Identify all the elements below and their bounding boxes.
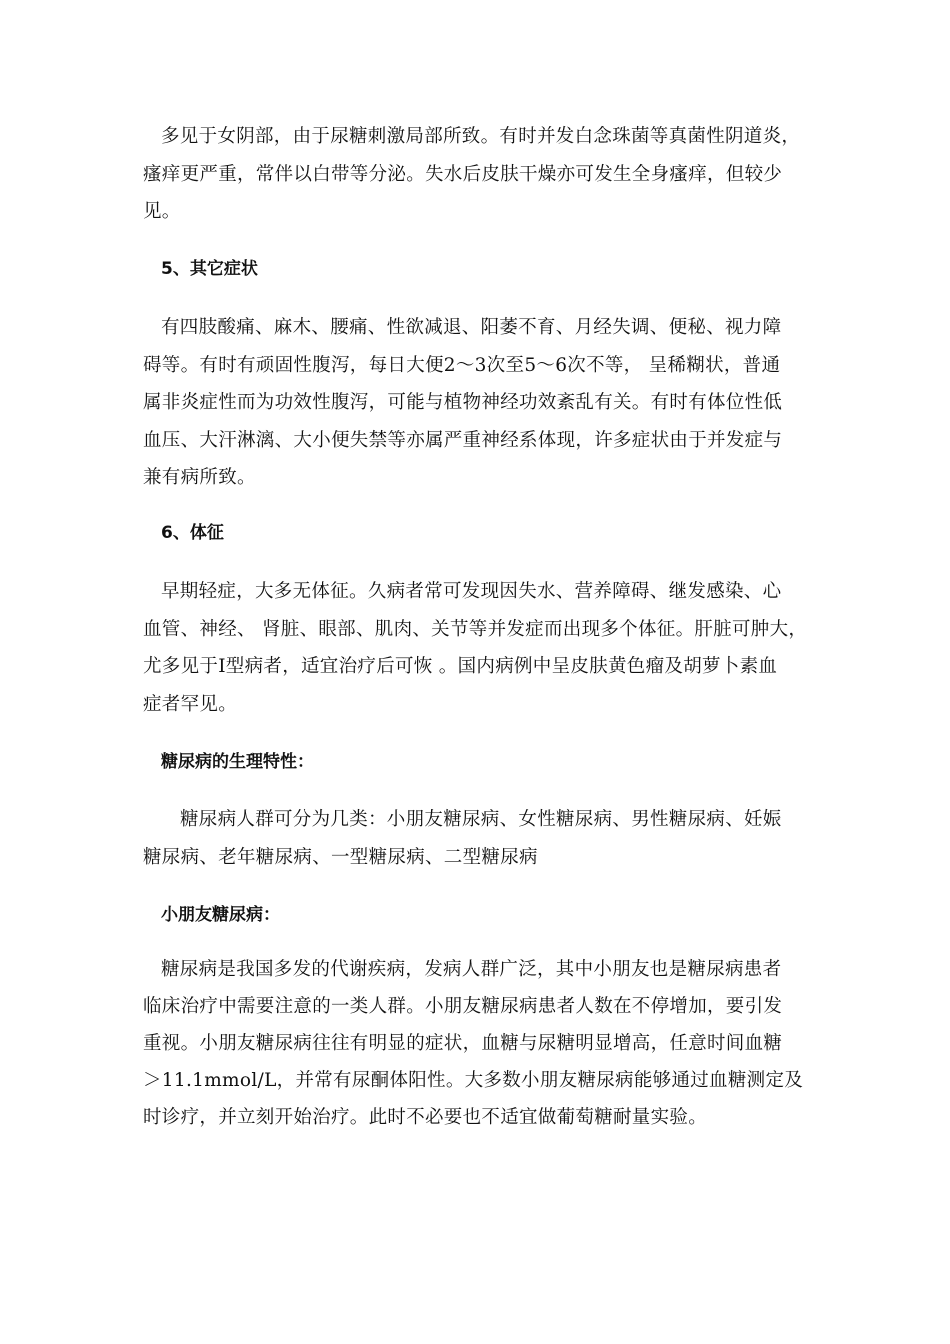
text-line: 早期轻症，大多无体征。久病者常可发现因失水、营养障碍、继发感染、心: [161, 581, 782, 602]
paragraph-pruritus: [143, 118, 815, 231]
text-line: 属非炎症性而为功效性腹泻，可能与植物神经功效紊乱有关。有时有体位性低: [143, 392, 783, 413]
section-heading-signs: 6、体征: [161, 523, 224, 543]
text-line: ＞11.1mmol/L，并常有尿酮体阳性。大多数小朋友糖尿病能够通过血糖测定及: [143, 1070, 804, 1091]
text-line: 症者罕见。: [143, 693, 238, 715]
text-line: 有四肢酸痛、麻木、腰痛、性欲减退、阳萎不育、月经失调、便秘、视力障: [161, 317, 782, 338]
text-line: 糖尿病人群可分为几类：小朋友糖尿病、女性糖尿病、男性糖尿病、妊娠: [180, 809, 782, 830]
text-line: 重视。小朋友糖尿病往往有明显的症状，血糖与尿糖明显增高，任意时间血糖: [143, 1033, 783, 1054]
paragraph-population-types: [143, 801, 815, 876]
text-line: 兼有病所致。: [143, 467, 256, 488]
text-line: 血管、神经、 肾脏、眼部、肌肉、关节等并发症而出现多个体征。肝脏可肿大，: [143, 618, 808, 640]
section-heading-physiology: 糖尿病的生理特性：: [161, 752, 314, 772]
text-line: 糖尿病是我国多发的代谢疾病，发病人群广泛，其中小朋友也是糖尿病患者: [161, 959, 782, 980]
text-line: 临床治疗中需要注意的一类人群。小朋友糖尿病患者人数在不停增加，要引发: [143, 996, 783, 1017]
text-line: 见。: [143, 201, 181, 222]
text-line: 瘙痒更严重，常伴以白带等分泌。失水后皮肤干燥亦可发生全身瘙痒，但较少: [143, 163, 783, 185]
section-heading-other-symptoms: 5、其它症状: [161, 259, 258, 279]
section-heading-children-diabetes: 小朋友糖尿病：: [161, 905, 280, 925]
text-line: 尤多见于Ⅰ型病者，适宜治疗后可恢 。国内病例中呈皮肤黄色瘤及胡萝卜素血: [143, 656, 778, 677]
paragraph-signs: [143, 573, 815, 723]
paragraph-other-symptoms: [143, 309, 815, 497]
text-line: 糖尿病、老年糖尿病、一型糖尿病、二型糖尿病: [143, 846, 538, 868]
text-line: 多见于女阴部，由于尿糖刺激局部所致。有时并发白念珠菌等真菌性阴道炎，: [161, 126, 801, 147]
paragraph-children-diabetes: [143, 951, 815, 1136]
text-line: 碍等。有时有顽固性腹泻，每日大便2～3次至5～6次不等， 呈稀糊状，普通: [143, 354, 781, 376]
text-line: 血压、大汗淋漓、大小便失禁等亦属严重神经系体现，许多症状由于并发症与: [143, 429, 783, 451]
text-line: 时诊疗，并立刻开始治疗。此时不必要也不适宜做葡萄糖耐量实验。: [143, 1107, 708, 1128]
